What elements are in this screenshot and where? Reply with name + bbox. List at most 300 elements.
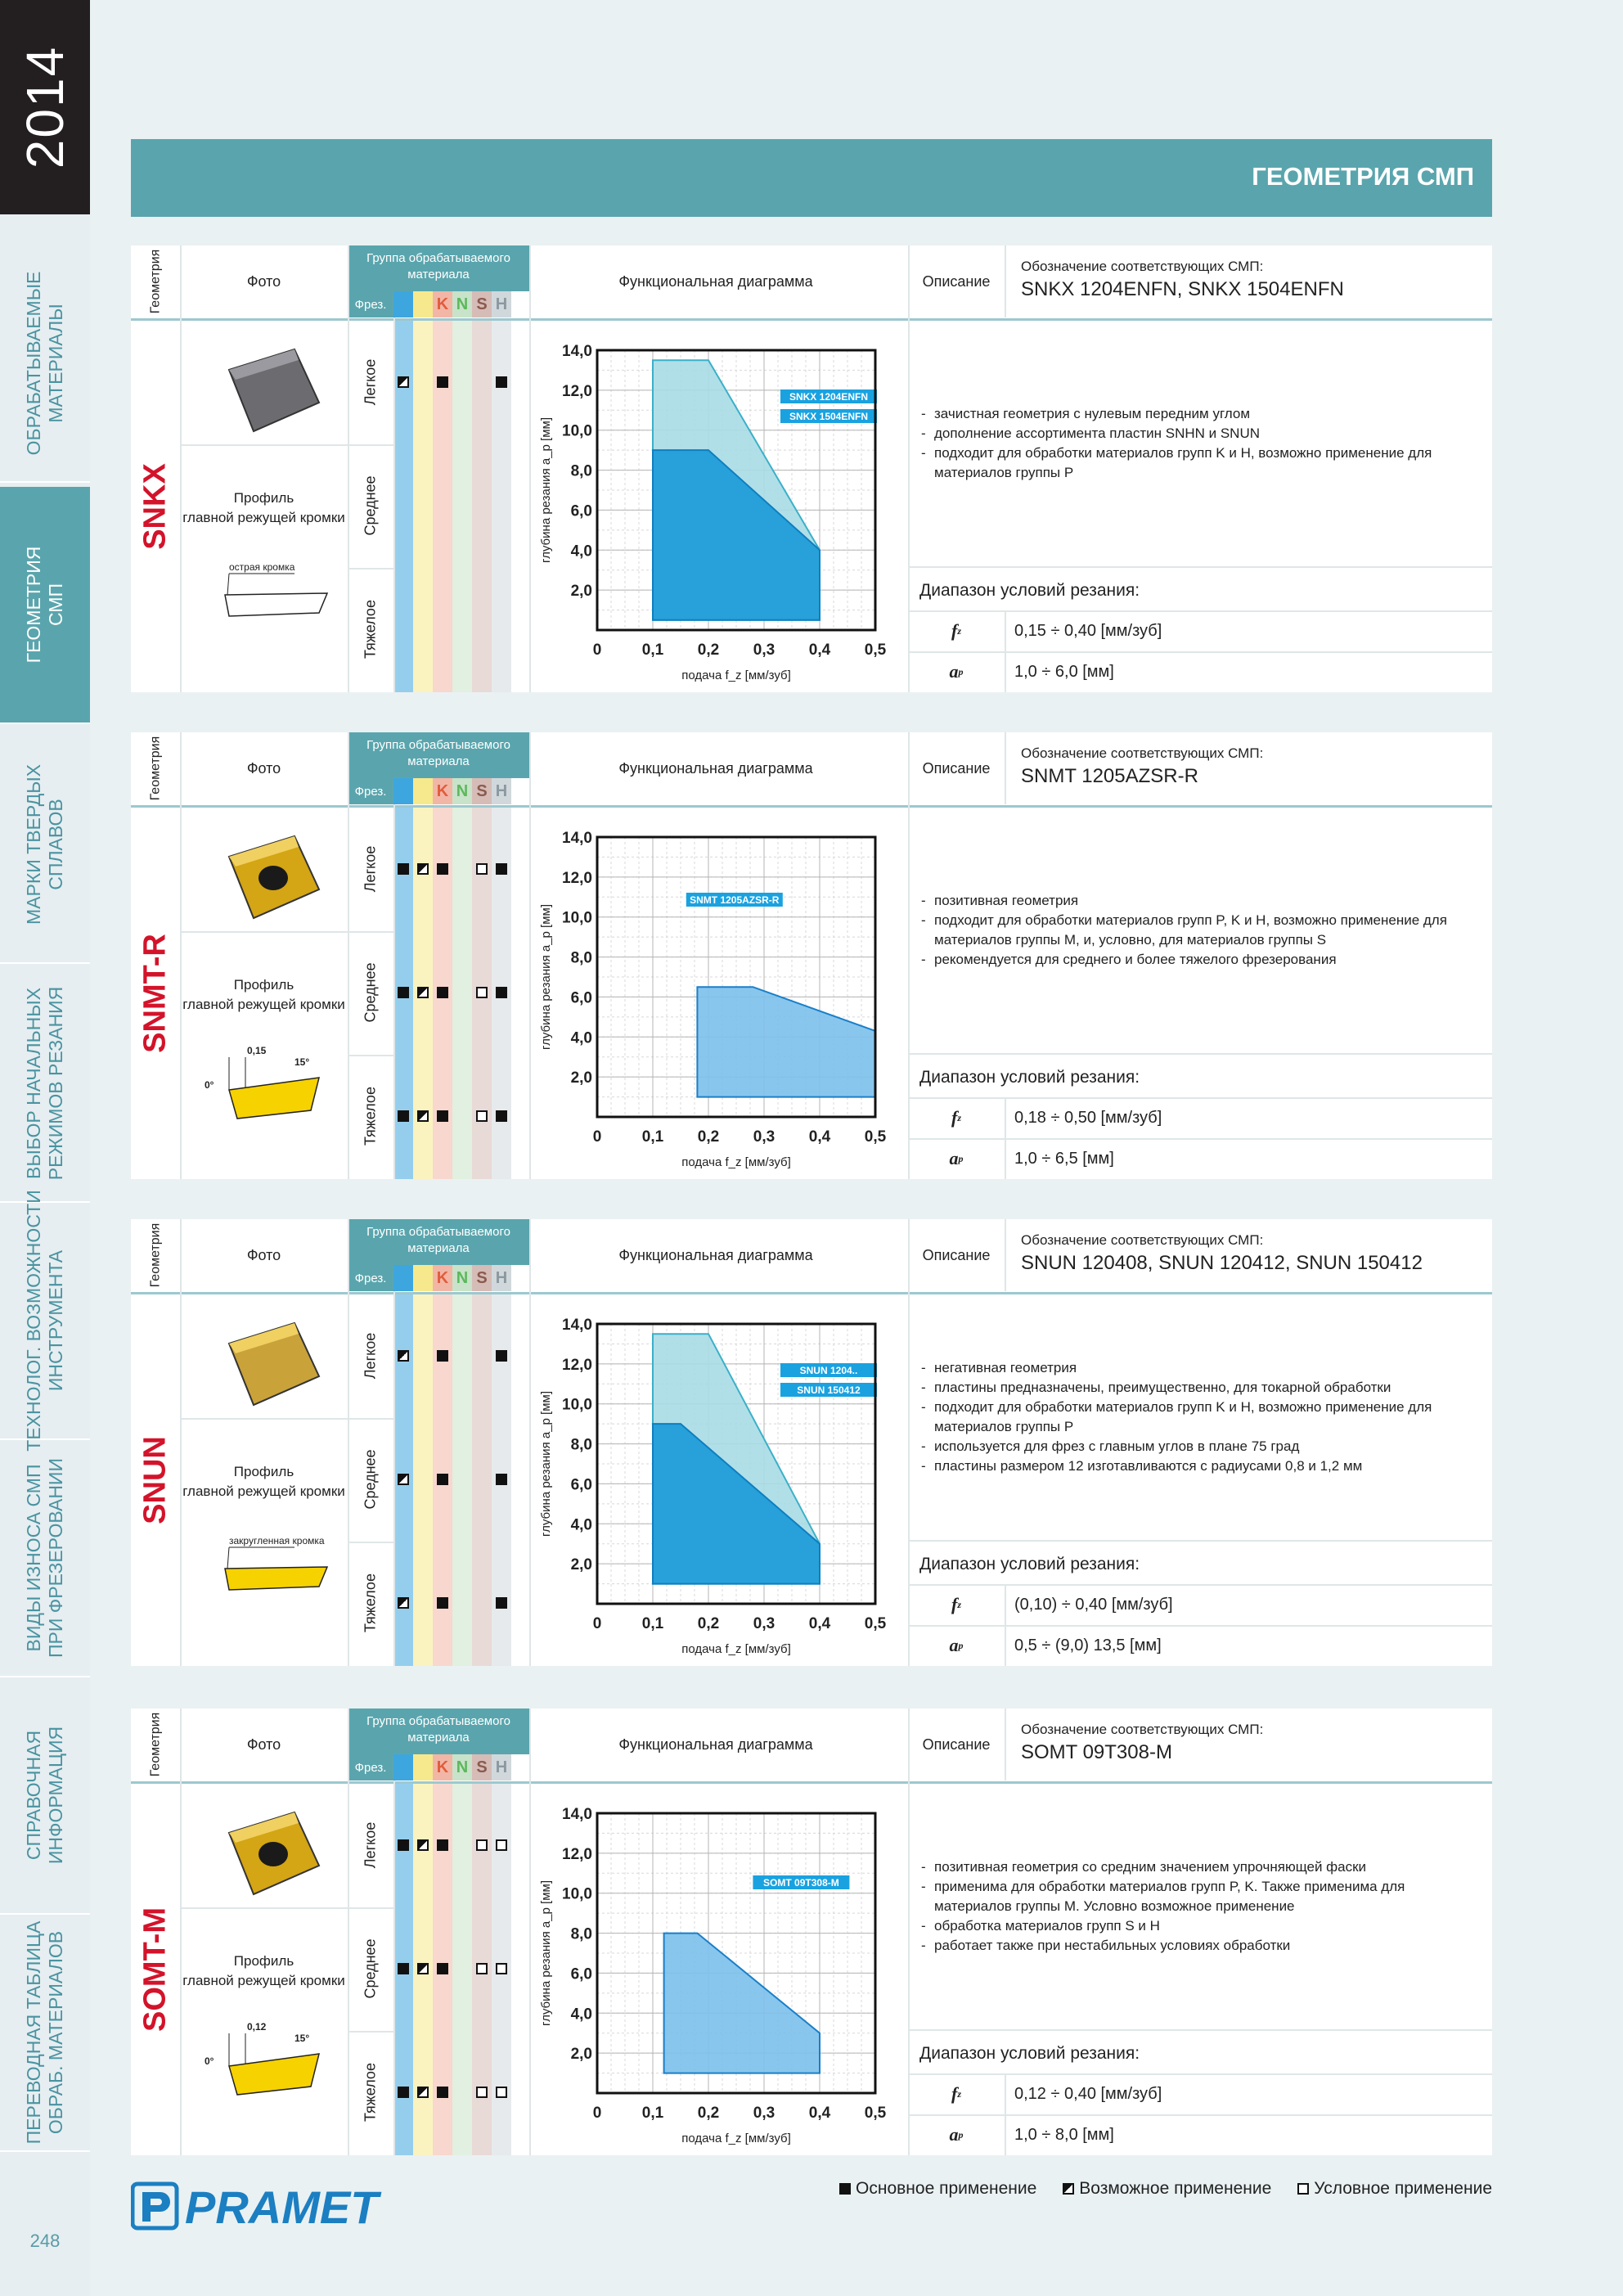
insert-hole	[259, 1842, 288, 1866]
fz-letter: f	[951, 1107, 958, 1128]
series-area-1	[653, 450, 820, 620]
mode-label: Среднее	[362, 475, 379, 536]
model-name	[131, 1294, 180, 1666]
x-axis-label: подача f_z [мм/зуб]	[681, 1642, 791, 1656]
x-tick-label: 0,5	[864, 642, 887, 659]
legend-conditional: Условное применение	[1297, 2179, 1492, 2199]
description-item	[921, 1916, 1479, 1936]
description-list	[908, 1784, 1492, 2029]
series-label: SNKX 1204ENFN	[789, 391, 869, 403]
bullet-dash: -	[921, 1879, 926, 1894]
filled-square-icon	[437, 376, 448, 388]
ap-symbol	[908, 1625, 1005, 1666]
material-column-s	[472, 1294, 492, 1666]
cutting-range-title: Диапазон условий резания:	[919, 1555, 1140, 1573]
edge-profile	[196, 554, 344, 652]
bullet-dash: -	[921, 1399, 926, 1415]
sidebar-item-2[interactable]	[0, 727, 90, 964]
empty-square-icon	[476, 863, 488, 875]
table-vline	[529, 245, 531, 692]
photo-header: Фото	[246, 272, 281, 290]
model-name	[131, 1784, 180, 2155]
designation-codes: SNMT 1205AZSR-R	[1021, 765, 1198, 787]
y-tick-label: 12,0	[562, 382, 592, 400]
empty-square-icon	[1297, 2183, 1309, 2195]
sidebar-item-6[interactable]	[0, 1677, 90, 1915]
table-vline	[1005, 1219, 1006, 1291]
sidebar-item-label: ПЕРЕВОДНАЯ ТАБЛИЦА ОБРАБ. МАТЕРИАЛОВ	[23, 1920, 66, 2145]
model-name-text: SOMT-M	[137, 1907, 173, 2032]
mode-label: Легкое	[362, 1332, 379, 1380]
fz-symbol	[908, 1097, 1005, 1138]
filled-square-icon	[398, 1963, 409, 1974]
mode-label: Легкое	[362, 845, 379, 893]
designation-label: Обозначение соответствующих СМП:	[1021, 745, 1264, 761]
ap-symbol	[908, 651, 1005, 692]
table-vline	[1005, 245, 1006, 317]
material-group-title: Группа обрабатываемого материала	[348, 1219, 529, 1265]
table-hline	[908, 1540, 1492, 1542]
material-s: S	[472, 1754, 492, 1781]
section-snkx	[131, 245, 1492, 692]
fz-symbol	[908, 2073, 1005, 2114]
range-row-fz	[908, 610, 1492, 651]
material-h: H	[492, 1265, 511, 1291]
geometry-header-label: Геометрия	[148, 249, 162, 314]
description-text: используется для фрез с главным углов в плане 75 град	[934, 1438, 1300, 1454]
material-n: N	[452, 1265, 472, 1291]
ap-value: 0,5 ÷ (9,0) 13,5 [мм]	[1014, 1636, 1162, 1654]
edge-profile	[196, 1528, 344, 1626]
legend	[839, 2179, 1492, 2199]
description-item	[921, 1877, 1479, 1916]
half-square-icon	[398, 1597, 409, 1609]
profile-dim-label: 0°	[205, 1079, 214, 1091]
table-hline	[348, 2031, 393, 2033]
ap-letter: a	[949, 661, 959, 682]
mode-1	[348, 931, 393, 1055]
half-square-icon	[398, 1350, 409, 1362]
material-m: M	[413, 778, 433, 804]
profile-shape	[229, 1078, 319, 1119]
mode-0	[348, 321, 393, 444]
y-tick-label: 14,0	[562, 1806, 592, 1823]
table-hline	[348, 1542, 393, 1543]
material-column-n	[452, 1784, 472, 2155]
series-label: SOMT 09T308-M	[763, 1877, 839, 1889]
y-tick-label: 14,0	[562, 343, 592, 360]
table-hline	[908, 2029, 1492, 2031]
sidebar-item-0[interactable]	[0, 245, 90, 483]
filled-square-icon	[437, 1110, 448, 1122]
table-hline	[180, 931, 348, 933]
mode-label: Среднее	[362, 962, 379, 1023]
frez-header: Фрез.	[348, 778, 393, 804]
material-h: H	[492, 291, 511, 317]
material-column-m	[413, 1294, 433, 1666]
geometry-header-label: Геометрия	[148, 1222, 162, 1288]
y-tick-label: 4,0	[570, 1029, 592, 1047]
bullet-dash: -	[921, 406, 926, 421]
series-area-0	[697, 987, 875, 1096]
logo-text: PRAMET	[185, 2181, 379, 2231]
header-bar	[131, 139, 1492, 217]
y-tick-label: 8,0	[570, 462, 592, 480]
material-h: H	[492, 1754, 511, 1781]
description-item	[921, 404, 1479, 424]
description-item	[921, 443, 1479, 483]
table-vline	[393, 1291, 395, 1666]
mode-label: Тяжелое	[362, 1087, 379, 1146]
y-tick-label: 14,0	[562, 1317, 592, 1334]
geometry-header	[131, 1708, 180, 1781]
x-tick-label: 0	[592, 642, 602, 659]
geometry-header	[131, 1219, 180, 1291]
material-s: S	[472, 1265, 492, 1291]
ap-symbol	[908, 2114, 1005, 2155]
table-vline	[348, 245, 349, 692]
half-square-icon	[417, 1839, 429, 1851]
description-list	[908, 321, 1492, 566]
filled-square-icon	[496, 376, 507, 388]
fz-subscript: z	[957, 1111, 961, 1123]
empty-square-icon	[496, 1963, 507, 1974]
sidebar-item-label: ТЕХНОЛОГ. ВОЗМОЖНОСТИ ИНСТРУМЕНТА	[23, 1190, 66, 1452]
designation-label: Обозначение соответствующих СМП:	[1021, 1722, 1264, 1737]
photo-header: Фото	[246, 1246, 281, 1263]
description-text: негативная геометрия	[934, 1360, 1077, 1375]
table-hline	[180, 1418, 348, 1420]
material-k: K	[433, 1754, 452, 1781]
profile-label: Профиль главной режущей кромки	[182, 977, 345, 1012]
y-axis-label: глубина резания a_p [мм]	[539, 1880, 553, 2027]
sidebar-item-label: СПРАВОЧНАЯ ИНФОРМАЦИЯ	[23, 1726, 66, 1865]
ap-symbol	[908, 1138, 1005, 1179]
profile-label: Профиль главной режущей кромки	[182, 490, 345, 525]
ap-subscript: p	[958, 1152, 964, 1164]
legend-main: Основное применение	[839, 2179, 1036, 2199]
profile-shape	[225, 1567, 327, 1590]
x-tick-label: 0	[592, 1128, 602, 1146]
range-row-ap	[908, 1625, 1492, 1666]
table-hline	[180, 444, 348, 446]
description-item	[921, 1378, 1479, 1398]
table-hline	[348, 1418, 393, 1420]
table-vline	[180, 1219, 182, 1666]
empty-square-icon	[496, 1839, 507, 1851]
y-tick-label: 10,0	[562, 422, 592, 440]
profile-dim-label: 15°	[294, 1056, 310, 1068]
y-tick-label: 12,0	[562, 1356, 592, 1374]
range-row-fz	[908, 2073, 1492, 2114]
model-name-text: SNUN	[137, 1436, 173, 1524]
filled-square-icon	[398, 1839, 409, 1851]
material-group-header	[348, 1219, 529, 1291]
diagram-header: Функциональная диаграмма	[618, 1736, 813, 1753]
bullet-dash: -	[921, 1458, 926, 1474]
table-vline	[348, 1219, 349, 1666]
description-item	[921, 911, 1479, 950]
y-tick-label: 4,0	[570, 1516, 592, 1534]
sidebar-item-4[interactable]	[0, 1190, 90, 1452]
filled-square-icon	[437, 1839, 448, 1851]
filled-square-icon	[496, 1474, 507, 1485]
x-tick-label: 0,3	[753, 1615, 776, 1632]
table-vline	[180, 245, 182, 692]
description-text: обработка материалов групп S и H	[934, 1918, 1160, 1934]
material-m: M	[413, 1265, 433, 1291]
description-text: применима для обработки материалов групп P, K. Также применима для материалов группы M. Условно возможное применение	[934, 1879, 1405, 1914]
insert-hole	[259, 866, 288, 890]
fz-symbol	[908, 610, 1005, 651]
bullet-dash: -	[921, 1859, 926, 1875]
y-tick-label: 4,0	[570, 2006, 592, 2024]
material-group-row	[348, 1754, 529, 1781]
table-hline	[908, 1053, 1492, 1055]
bullet-dash: -	[921, 1438, 926, 1454]
material-group-title: Группа обрабатываемого материала	[348, 732, 529, 778]
designation-codes: SNKX 1204ENFN, SNKX 1504ENFN	[1021, 278, 1344, 300]
fz-subscript: z	[957, 624, 961, 637]
material-group-row	[348, 778, 529, 804]
diagram-header: Функциональная диаграмма	[618, 1246, 813, 1263]
ap-subscript: p	[958, 2128, 964, 2141]
material-group-header	[348, 1708, 529, 1781]
filled-square-icon	[496, 1350, 507, 1362]
legend-possible: Возможное применение	[1063, 2179, 1271, 2199]
model-name	[131, 808, 180, 1179]
y-tick-label: 14,0	[562, 830, 592, 847]
profile-note: закругленная кромка	[229, 1535, 325, 1546]
bullet-dash: -	[921, 893, 926, 908]
filled-square-icon	[437, 1963, 448, 1974]
designation-header	[1005, 1708, 1492, 1781]
ap-subscript: p	[958, 1639, 964, 1651]
filled-square-icon	[437, 863, 448, 875]
photo-cell	[180, 1784, 348, 2155]
designation-codes: SNUN 120408, SNUN 120412, SNUN 150412	[1021, 1252, 1423, 1274]
designation-header	[1005, 245, 1492, 317]
sidebar-item-1[interactable]	[0, 487, 90, 724]
description-item	[921, 1456, 1479, 1476]
y-tick-label: 2,0	[570, 583, 592, 601]
material-column-n	[452, 808, 472, 1179]
mode-label: Среднее	[362, 1938, 379, 1999]
material-group-title: Группа обрабатываемого материала	[348, 1708, 529, 1754]
sidebar-item-3[interactable]	[0, 966, 90, 1203]
pramet-logo	[131, 2181, 401, 2231]
series-area-0	[664, 1934, 820, 2073]
filled-square-icon	[496, 1110, 507, 1122]
ap-value: 1,0 ÷ 8,0 [мм]	[1014, 2125, 1114, 2144]
material-n: N	[452, 778, 472, 804]
designation-header	[1005, 1219, 1492, 1291]
edge-profile	[196, 1041, 344, 1139]
frez-header: Фрез.	[348, 1265, 393, 1291]
table-vline	[393, 1781, 395, 2155]
table-vline	[348, 732, 349, 1179]
y-tick-label: 2,0	[570, 1069, 592, 1087]
range-row-ap	[908, 651, 1492, 692]
y-axis-label: глубина резания a_p [мм]	[539, 416, 553, 564]
x-tick-label: 0,2	[697, 1128, 720, 1146]
material-column-n	[452, 321, 472, 692]
description-header: Описание	[922, 1246, 991, 1263]
material-n: N	[452, 1754, 472, 1781]
diagram-header: Функциональная диаграмма	[618, 272, 813, 290]
y-tick-label: 2,0	[570, 1556, 592, 1574]
mode-label: Тяжелое	[362, 1573, 379, 1632]
table-vline	[1005, 1708, 1006, 1781]
description-item	[921, 950, 1479, 970]
fz-subscript: z	[957, 2087, 961, 2100]
mode-label: Тяжелое	[362, 600, 379, 659]
table-vline	[393, 804, 395, 1179]
material-h: H	[492, 778, 511, 804]
material-group-row	[348, 1265, 529, 1291]
insert-photo	[205, 337, 335, 452]
y-tick-label: 6,0	[570, 1965, 592, 1983]
x-tick-label: 0,2	[697, 642, 720, 659]
description-text: подходит для обработки материалов групп K и H, возможно применение для материалов группы P	[934, 1399, 1432, 1434]
fz-value: 0,15 ÷ 0,40 [мм/зуб]	[1014, 621, 1162, 640]
model-name	[131, 321, 180, 692]
ap-subscript: p	[958, 665, 964, 678]
x-tick-label: 0,5	[864, 1615, 887, 1632]
table-hline	[908, 566, 1492, 568]
filled-square-icon	[437, 1597, 448, 1609]
profile-shape	[225, 593, 327, 616]
description-text: позитивная геометрия	[934, 893, 1079, 908]
profile-label: Профиль главной режущей кромки	[182, 1953, 345, 1988]
table-vline	[180, 732, 182, 1179]
half-square-icon	[1063, 2183, 1074, 2195]
mode-label: Тяжелое	[362, 2063, 379, 2122]
series-label: SNUN 1204..	[799, 1365, 858, 1376]
filled-square-icon	[398, 2087, 409, 2098]
y-tick-label: 12,0	[562, 869, 592, 887]
description-item	[921, 1936, 1479, 1956]
filled-square-icon	[496, 987, 507, 998]
description-header: Описание	[922, 1736, 991, 1753]
x-tick-label: 0,2	[697, 2105, 720, 2122]
filled-square-icon	[437, 1350, 448, 1362]
y-tick-label: 10,0	[562, 1396, 592, 1414]
fz-value: 0,12 ÷ 0,40 [мм/зуб]	[1014, 2084, 1162, 2103]
description-item	[921, 1437, 1479, 1456]
mode-2	[348, 1055, 393, 1178]
table-vline	[529, 1708, 531, 2155]
frez-header: Фрез.	[348, 291, 393, 317]
table-hline	[348, 444, 393, 446]
half-square-icon	[398, 376, 409, 388]
profile-shape	[229, 2054, 319, 2095]
y-axis-label: глубина резания a_p [мм]	[539, 903, 553, 1051]
x-tick-label: 0,4	[808, 1128, 831, 1146]
cutting-range-title: Диапазон условий резания:	[919, 2044, 1140, 2063]
material-group-header	[348, 732, 529, 804]
edge-profile	[196, 2017, 344, 2115]
y-axis-label: глубина резания a_p [мм]	[539, 1390, 553, 1537]
fz-symbol	[908, 1584, 1005, 1625]
description-text: рекомендуется для среднего и более тяжелого фрезерования	[934, 952, 1337, 967]
series-label: SNUN 150412	[797, 1384, 861, 1396]
x-tick-label: 0	[592, 1615, 602, 1632]
ap-letter: a	[949, 2124, 959, 2145]
material-k: K	[433, 291, 452, 317]
ap-value: 1,0 ÷ 6,5 [мм]	[1014, 1149, 1114, 1168]
half-square-icon	[398, 1474, 409, 1485]
bullet-dash: -	[921, 445, 926, 461]
geometry-header	[131, 732, 180, 804]
range-row-ap	[908, 1138, 1492, 1179]
ap-value: 1,0 ÷ 6,0 [мм]	[1014, 662, 1114, 681]
description-text: подходит для обработки материалов групп K и H, возможно применение для материалов группы P	[934, 445, 1432, 480]
photo-header: Фото	[246, 759, 281, 777]
mode-0	[348, 808, 393, 931]
description-text: позитивная геометрия со средним значением упрочняющей фаски	[934, 1859, 1367, 1875]
series-label: SNKX 1504ENFN	[789, 411, 869, 422]
fz-subscript: z	[957, 1598, 961, 1610]
table-hline	[348, 568, 393, 569]
section-snun	[131, 1219, 1492, 1666]
description-item	[921, 1857, 1479, 1877]
fz-letter: f	[951, 620, 958, 641]
material-p: P	[393, 291, 413, 317]
series-label: SNMT 1205AZSR-R	[690, 894, 780, 906]
ap-letter: a	[949, 1148, 959, 1168]
bullet-dash: -	[921, 1360, 926, 1375]
x-axis-label: подача f_z [мм/зуб]	[681, 1155, 791, 1169]
profile-dim-label: 0,12	[247, 2021, 267, 2033]
mode-2	[348, 2031, 393, 2154]
sidebar	[0, 0, 90, 2296]
material-s: S	[472, 778, 492, 804]
table-hline	[348, 1907, 393, 1909]
material-n: N	[452, 291, 472, 317]
y-tick-label: 4,0	[570, 542, 592, 560]
range-row-ap	[908, 2114, 1492, 2155]
x-tick-label: 0,1	[641, 642, 664, 659]
fz-letter: f	[951, 1594, 958, 1614]
profile-dim-label: 0,15	[247, 1045, 267, 1056]
filled-square-icon	[437, 1474, 448, 1485]
description-item	[921, 1398, 1479, 1437]
sidebar-item-5[interactable]	[0, 1440, 90, 1677]
material-k: K	[433, 1265, 452, 1291]
empty-square-icon	[476, 1963, 488, 1974]
sidebar-item-label: ГЕОМЕТРИЯ СМП	[23, 546, 66, 664]
profile-note: острая кромка	[229, 561, 295, 573]
material-column-s	[472, 321, 492, 692]
geometry-header-label: Геометрия	[148, 736, 162, 801]
model-name-text: SNKX	[137, 463, 173, 550]
photo-header: Фото	[246, 1736, 281, 1753]
model-name-text: SNMT-R	[137, 934, 173, 1053]
filled-square-icon	[437, 2087, 448, 2098]
x-tick-label: 0,3	[753, 642, 776, 659]
table-vline	[1005, 732, 1006, 804]
sidebar-item-label: ВЫБОР НАЧАЛЬНЫХ РЕЖИМОВ РЕЗАНИЯ	[23, 986, 66, 1181]
bullet-dash: -	[921, 425, 926, 441]
table-hline	[348, 1055, 393, 1056]
x-tick-label: 0,5	[864, 2105, 887, 2122]
sidebar-item-7[interactable]	[0, 1915, 90, 2152]
bullet-dash: -	[921, 912, 926, 928]
filled-square-icon	[437, 987, 448, 998]
half-square-icon	[417, 1963, 429, 1974]
table-vline	[529, 1219, 531, 1666]
